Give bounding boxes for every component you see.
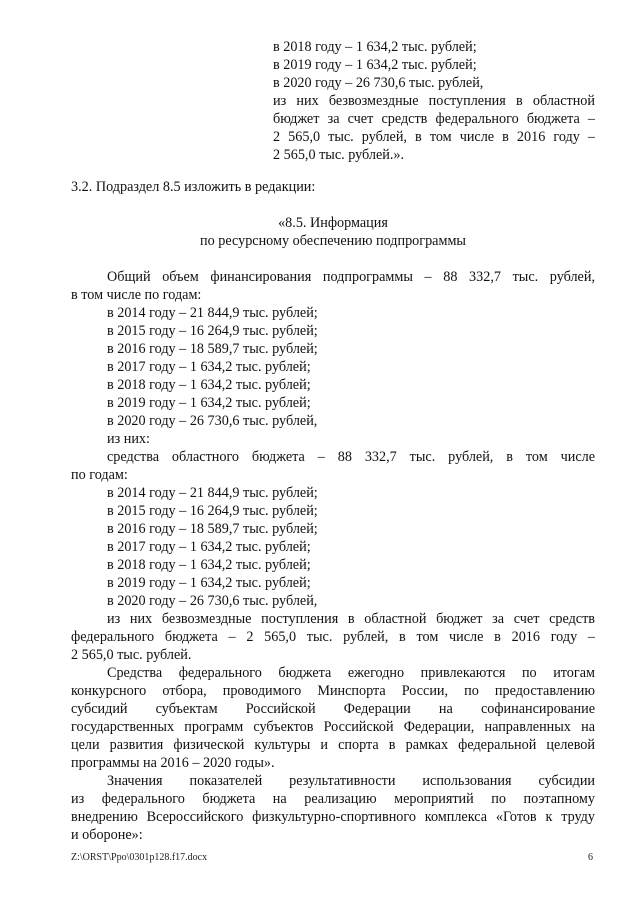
text-line: в 2020 году – 26 730,6 тыс. рублей,	[273, 75, 484, 91]
list-item: в 2019 году – 1 634,2 тыс. рублей;	[107, 395, 311, 411]
list-item: в 2016 году – 18 589,7 тыс. рублей;	[107, 521, 318, 537]
text-line: из федерального бюджета на реализацию мероприятий по поэтапному	[71, 791, 595, 807]
section-subtitle: по ресурсному обеспечению подпрограммы	[200, 233, 466, 249]
list-item: в 2016 году – 18 589,7 тыс. рублей;	[107, 341, 318, 357]
text-line: и обороне»:	[71, 827, 143, 843]
text-line: в том числе по годам:	[71, 287, 202, 303]
list-item: в 2017 году – 1 634,2 тыс. рублей;	[107, 359, 311, 375]
list-item: в 2020 году – 26 730,6 тыс. рублей,	[107, 413, 318, 429]
text-line: программы на 2016 – 2020 годы».	[71, 755, 275, 771]
page-number: 6	[588, 852, 593, 863]
text-line: федерального бюджета – 2 565,0 тыс. рублей, в том числе в 2016 году –	[71, 629, 595, 645]
text-line: 2 565,0 тыс. рублей, в том числе в 2016 году –	[273, 129, 595, 145]
list-item: в 2014 году – 21 844,9 тыс. рублей;	[107, 305, 318, 321]
text-line: конкурсного отбора, проводимого Минспорта России, по предоставлению	[71, 683, 595, 699]
text-line: Средства федерального бюджета ежегодно привлекаются по итогам	[107, 665, 595, 681]
text-line: средства областного бюджета – 88 332,7 тыс. рублей, в том числе	[107, 449, 595, 465]
list-item: в 2015 году – 16 264,9 тыс. рублей;	[107, 503, 318, 519]
list-item: в 2019 году – 1 634,2 тыс. рублей;	[107, 575, 311, 591]
text-line: государственных программ субъектов Российской Федерации, направленных на	[71, 719, 595, 735]
list-item: в 2020 году – 26 730,6 тыс. рублей,	[107, 593, 318, 609]
list-item: в 2018 году – 1 634,2 тыс. рублей;	[107, 377, 311, 393]
list-item: в 2015 году – 16 264,9 тыс. рублей;	[107, 323, 318, 339]
text-line: из них безвозмездные поступления в областной	[273, 93, 595, 109]
section-title: «8.5. Информация	[278, 215, 388, 231]
footer-file-path: Z:\ORST\Ppo\0301p128.f17.docx	[71, 852, 208, 863]
text-line: цели развития физической культуры и спорта в рамках федеральной целевой	[71, 737, 595, 753]
text-line: 2 565,0 тыс. рублей.».	[273, 147, 405, 163]
text-line: в 2019 году – 1 634,2 тыс. рублей;	[273, 57, 477, 73]
clause-heading: 3.2. Подраздел 8.5 изложить в редакции:	[71, 179, 316, 195]
text-line: по годам:	[71, 467, 128, 483]
text-line: внедрению Всероссийского физкультурно-спортивного комплекса «Готов к труду	[71, 809, 595, 825]
text-line: 2 565,0 тыс. рублей.	[71, 647, 192, 663]
text-line: Общий объем финансирования подпрограммы – 88 332,7 тыс. рублей,	[107, 269, 595, 285]
list-item: в 2014 году – 21 844,9 тыс. рублей;	[107, 485, 318, 501]
list-item: в 2017 году – 1 634,2 тыс. рублей;	[107, 539, 311, 555]
text-line: Значения показателей результативности использования субсидии	[107, 773, 595, 789]
text-line: субсидий субъектам Российской Федерации на софинансирование	[71, 701, 595, 717]
text-line: из них:	[107, 431, 150, 447]
text-line: в 2018 году – 1 634,2 тыс. рублей;	[273, 39, 477, 55]
text-line: из них безвозмездные поступления в областной бюджет за счет средств	[107, 611, 595, 627]
list-item: в 2018 году – 1 634,2 тыс. рублей;	[107, 557, 311, 573]
text-line: бюджет за счет средств федерального бюджета –	[273, 111, 595, 127]
